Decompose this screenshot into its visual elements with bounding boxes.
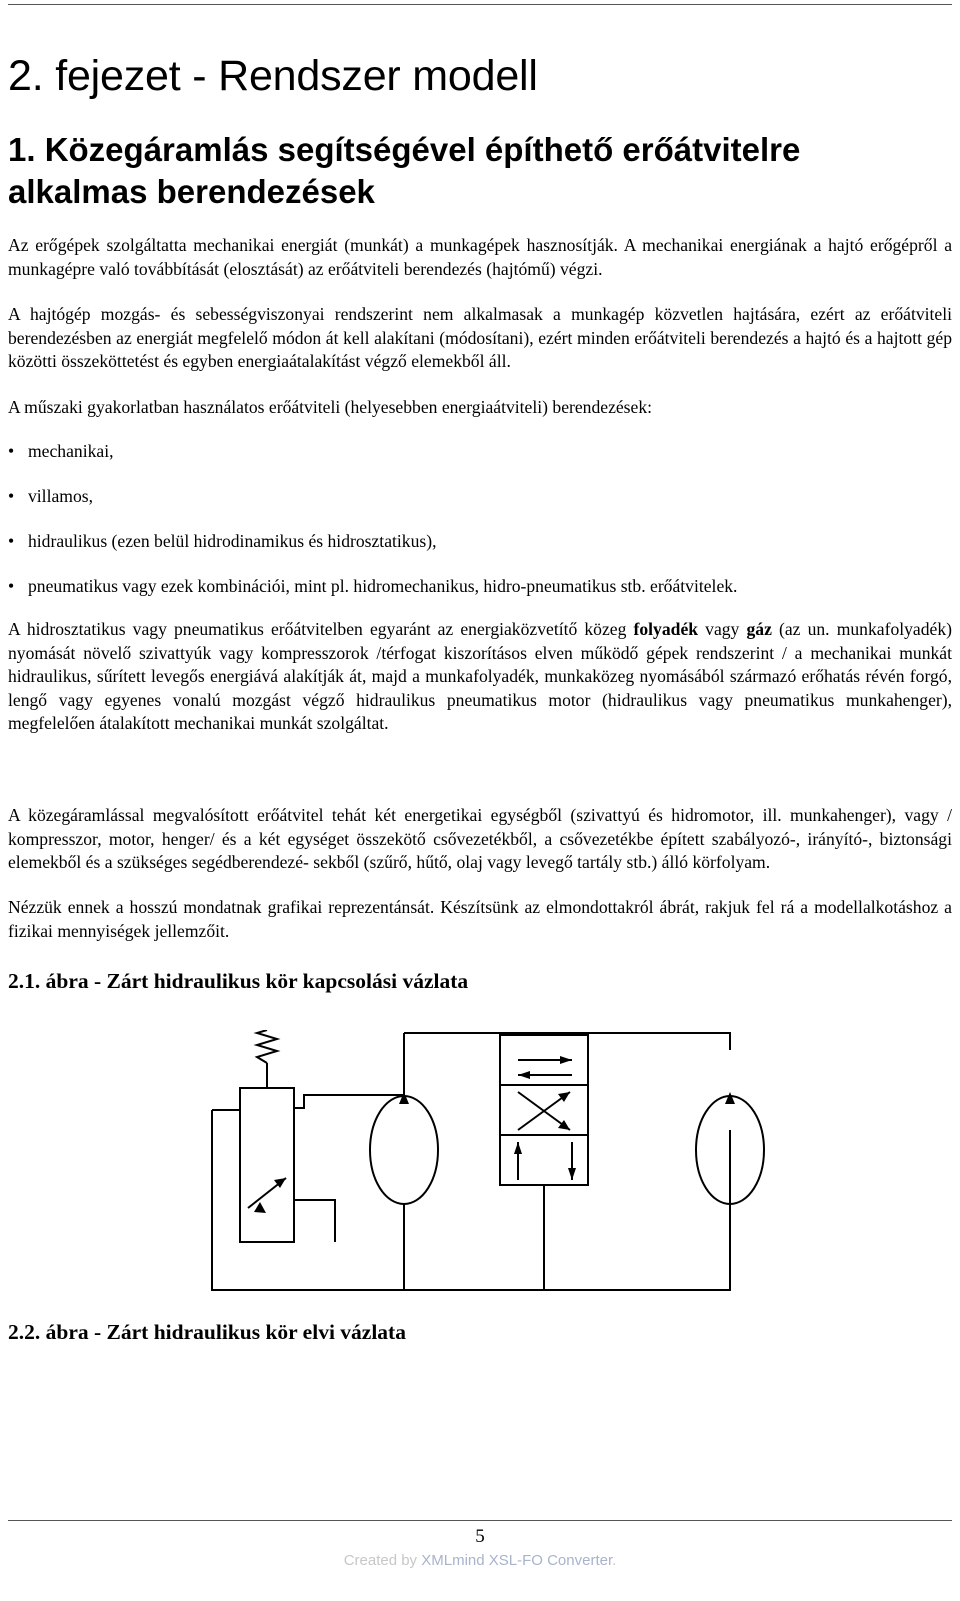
- figure-caption-2: 2.2. ábra - Zárt hidraulikus kör elvi vázlata: [8, 1320, 406, 1344]
- valve-lower-lines: [518, 1142, 572, 1180]
- list-item: [8, 529, 436, 553]
- footer-link[interactable]: XMLmind XSL-FO Converter: [421, 1552, 613, 1569]
- chapter-title: 2. fejezet - Rendszer modell: [8, 52, 538, 100]
- relief-valve-arrow-tail: [254, 1202, 266, 1213]
- bullet-dot: •: [8, 486, 15, 506]
- bullet-dot: •: [8, 441, 15, 461]
- hydraulic-circuit-diagram: [200, 1030, 770, 1305]
- circuit-return-line: [212, 1110, 730, 1290]
- relief-valve-body: [240, 1088, 294, 1242]
- valve-arrowhead-lower: [518, 1071, 530, 1079]
- paragraph-4-text-c: vagy: [698, 619, 747, 639]
- list-item-text: mechanikai,: [28, 441, 114, 461]
- footer-rule: [8, 1520, 952, 1521]
- list-item-text: villamos,: [28, 486, 93, 506]
- footer-suffix: .: [612, 1552, 617, 1569]
- footer-credit: [0, 1551, 960, 1571]
- term-gaz: gáz: [746, 619, 772, 639]
- list-item-text: hidraulikus (ezen belül hidrodinamikus és hidrosztatikus),: [28, 531, 437, 551]
- paragraph-5: A közegáramlással megvalósított erőátvitel tehát két energetikai egységből (szivattyú és hidromotor, ill. munkahenger), vagy / kompresszor, motor, henger/ és a két egységet összekötő csővezetékből, a csővezetékbe épített szabályozó-, irányító-, biztonsági elemekből és a szükséges segédberendezé- sekből (szűrő, hűtő, olaj vagy levegő tartály stb.) álló körfolyam.: [8, 805, 952, 873]
- pump-ellipse: [370, 1096, 438, 1204]
- paragraph-6: Nézzük ennek a hosszú mondatnak grafikai reprezentánsát. Készítsünk az elmondottakról ábrát, rakjuk fel rá a modellalkotáshoz a fizikai mennyiségek jellemzőit.: [8, 897, 952, 941]
- motor-arrowhead: [725, 1092, 735, 1104]
- list-item-text: pneumatikus vagy ezek kombinációi, mint pl. hidromechanikus, hidro-pneumatikus stb. erőátvitelek.: [28, 576, 738, 596]
- valve-arrowhead-lower-left: [514, 1142, 522, 1154]
- paragraph-4: [8, 618, 952, 736]
- relief-valve-connector: [294, 1095, 340, 1108]
- paragraph-4-text-e: (az un. munkafolyadék) nyomását növelő szivattyúk vagy kompresszorok /térfogat kiszorításos elven működő gépek rendszerint / a mechanikai munkát hidraulikus, sűrített levegős energiává alakítják át, majd a munkafolyadék, munkaközeg nyomásából származó erőhatás révén forgó, lengő vagy egyenes vonalú mozgást végző hidraulikus pneumatikus motor (hidraulikus vagy pneumatikus munkahenger), megfelelően átalakított mechanikai munkát szolgáltat.: [8, 619, 952, 734]
- list-item: [8, 484, 93, 508]
- page-number: 5: [475, 1526, 485, 1547]
- term-folyadek: folyadék: [633, 619, 699, 639]
- bullet-dot: •: [8, 576, 15, 596]
- paragraph-4-text-a: A hidrosztatikus vagy pneumatikus erőátvitelben egyaránt az energiaközvetítő közeg: [8, 619, 634, 639]
- paragraph-3: A műszaki gyakorlatban használatos erőátviteli (helyesebben energiaátviteli) berendezések:: [8, 397, 653, 417]
- valve-arrowhead-lower-right: [568, 1168, 576, 1180]
- list-item: [8, 439, 114, 463]
- paragraph-1: Az erőgépek szolgáltatta mechanikai energiát (munkát) a munkagépek hasznosítják. A mechanikai energiának a hajtó erőgépről a munkagépre való továbbítását (elosztását) az erőátviteli berendezés (hajtómű) végzi.: [8, 235, 952, 279]
- relief-valve-spring: [257, 1030, 277, 1063]
- header-rule: [8, 4, 952, 5]
- relief-valve-lower-line: [294, 1200, 335, 1242]
- bullet-dot: •: [8, 531, 15, 551]
- footer-prefix: Created by: [343, 1552, 422, 1569]
- section-title: 1. Közegáramlás segítségével építhető erőátvitelre alkalmas berendezések: [8, 131, 801, 210]
- paragraph-2: A hajtógép mozgás- és sebességviszonyai rendszerint nem alkalmasak a munkagép közvetlen hajtására, ezért az erőátviteli berendezésben az energiát megfelelő módon át kell alakítani (módosítani), ezért minden erőátviteli berendezés a hajtó és a hajtott gép közötti összeköttetést és egyben energiaátalakítást végző elemekből áll.: [8, 304, 952, 372]
- valve-arrowhead-upper: [560, 1056, 572, 1064]
- pump-arrowhead: [399, 1092, 409, 1104]
- figure-caption-1: 2.1. ábra - Zárt hidraulikus kör kapcsolási vázlata: [8, 969, 469, 993]
- list-item: [8, 574, 737, 598]
